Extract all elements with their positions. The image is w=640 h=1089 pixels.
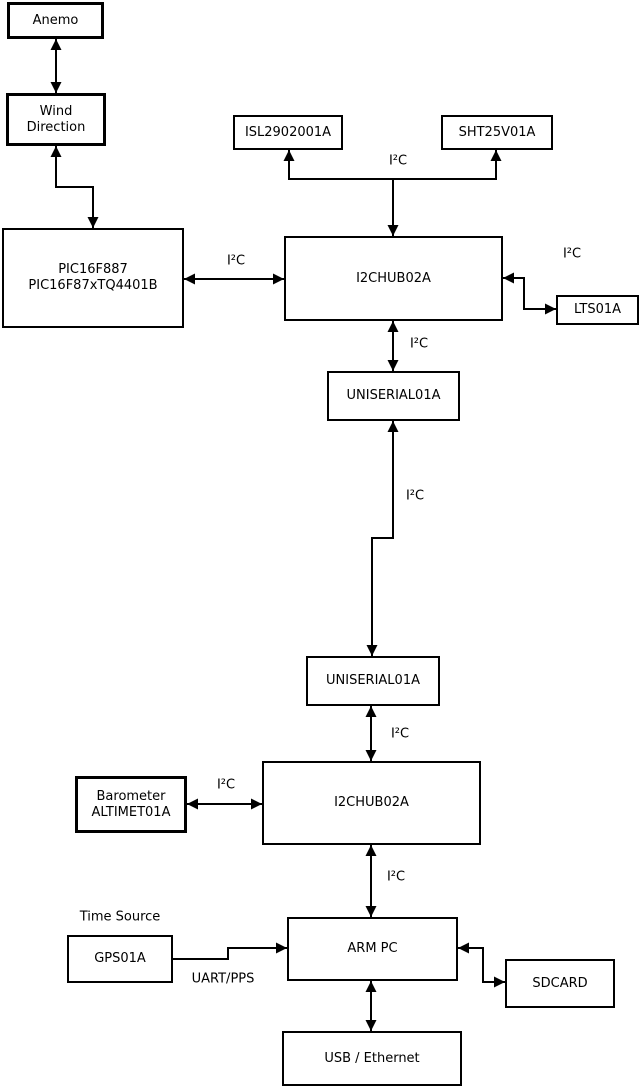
node-sdcard: [505, 959, 615, 1008]
node-usb-ethernet: [282, 1031, 462, 1086]
node-lts01a-label: LTS01A: [573, 302, 622, 318]
node-sht25v01a: [441, 115, 553, 150]
edge-wind-pic: [56, 146, 93, 228]
node-i2chub02a-top: [284, 236, 503, 321]
label-i2c-barometer-hub2: I²C: [216, 777, 236, 793]
node-barometer-altimet01a: [75, 776, 187, 833]
edge-hub1-lts: [503, 278, 556, 309]
node-pic16f887-line2: PIC16F87xTQ4401B: [28, 278, 158, 293]
node-anemo: [7, 2, 104, 39]
label-uart-pps: UART/PPS: [191, 971, 255, 987]
node-uniserial01a-bottom-label: UNISERIAL01A: [326, 673, 420, 689]
node-wind-direction-line2: Direction: [26, 119, 86, 135]
node-sdcard-label: SDCARD: [532, 975, 588, 991]
edge-gps-armpc: [173, 948, 287, 959]
node-i2chub02a-bottom-label: I2CHUB02A: [334, 795, 409, 811]
node-isl2902001a: [233, 115, 343, 150]
node-isl2902001a-label: ISL2902001A: [244, 124, 332, 140]
node-uniserial01a-top: [327, 371, 460, 421]
node-barometer-line1: Barometer: [96, 788, 166, 804]
node-uniserial01a-bottom: [306, 656, 440, 706]
label-i2c-hub1-lts: I²C: [562, 246, 582, 262]
node-usb-ethernet-label: USB / Ethernet: [324, 1050, 420, 1066]
edge-armpc-sdcard: [458, 948, 505, 982]
node-uniserial01a-top-label: UNISERIAL01A: [346, 388, 441, 404]
node-lts01a: [556, 295, 639, 325]
label-i2c-hub2-armpc: I²C: [386, 869, 406, 885]
node-sht25v01a-label: SHT25V01A: [458, 124, 536, 140]
node-wind-direction-line1: Wind: [39, 103, 73, 119]
node-anemo-label: Anemo: [32, 12, 79, 28]
node-gps01a-label: GPS01A: [94, 951, 146, 967]
label-i2c-uniserial2-hub2: I²C: [390, 726, 410, 742]
node-wind-direction: [6, 93, 106, 146]
label-time-source: Time Source: [79, 909, 161, 925]
node-arm-pc: [287, 917, 458, 981]
node-arm-pc-label: ARM PC: [347, 941, 398, 957]
node-pic16f887-line1: PIC16F887: [58, 262, 128, 278]
node-i2chub02a-top-label: I2CHUB02A: [356, 270, 431, 286]
label-i2c-pic-hub1: I²C: [226, 253, 246, 269]
label-i2c-uniserial-link: I²C: [405, 488, 425, 504]
label-i2c-sensor-branch: I²C: [388, 153, 408, 169]
node-gps01a: [67, 935, 173, 983]
node-barometer-line2: ALTIMET01A: [91, 804, 171, 820]
node-pic16f887: [2, 228, 184, 328]
edge-uniserial1-uniserial2: [372, 421, 393, 656]
node-i2chub02a-bottom: [262, 761, 481, 845]
label-i2c-hub1-uniserial1: I²C: [409, 336, 429, 352]
